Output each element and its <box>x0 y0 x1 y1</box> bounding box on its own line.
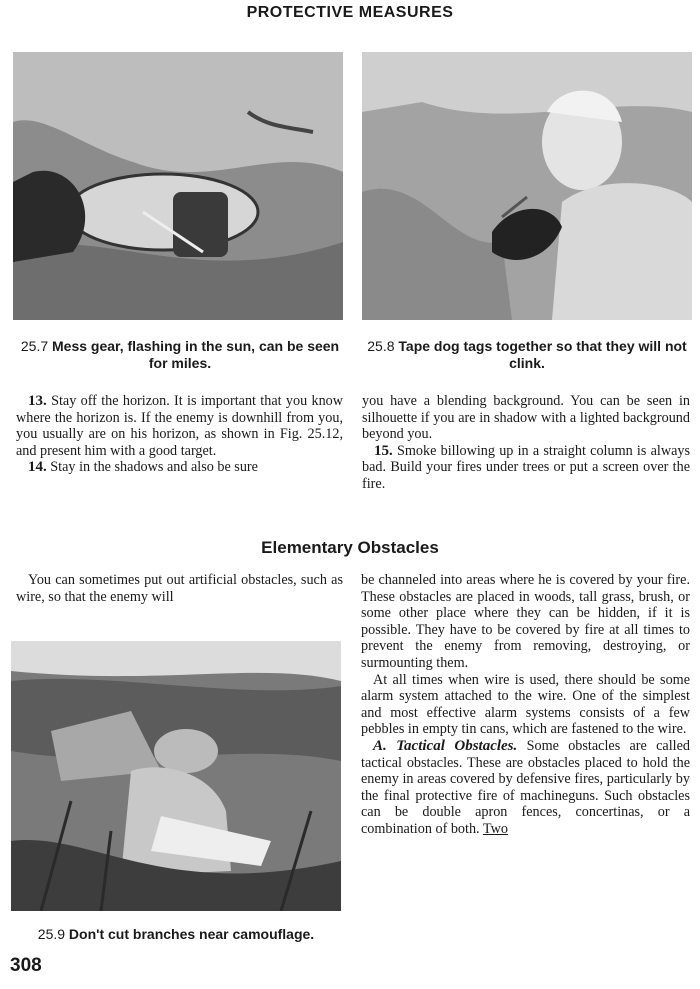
top-left-column <box>16 393 343 476</box>
paragraph-15 <box>362 443 690 493</box>
page-number: 308 <box>10 955 42 976</box>
running-head: PROTECTIVE MEASURES <box>246 4 454 21</box>
figure-caption-text: Tape dog tags together so that they will not clink. <box>398 338 687 371</box>
figure-25-7-caption <box>16 338 344 372</box>
bottom-left-intro <box>16 572 343 605</box>
paragraph-text: Smoke billowing up in a straight column is always bad. Build your fires under trees or put a screen over the fire. <box>362 442 690 492</box>
paragraph-alarm <box>361 672 690 738</box>
paragraph-number: 14. <box>28 459 47 476</box>
paragraph-intro <box>16 572 343 605</box>
paragraph-intro-continued: be channeled into areas where he is covered by your fire. These obstacles are placed in woods, tall grass, brush, or some other place where they can be hidden, if it is possible. They have to be covered by fire at all times to prevent the enemy from removing, destroying, or surmounting them. <box>361 572 690 671</box>
paragraph-number: 15. <box>374 442 393 459</box>
paragraph-14-continued: you have a blending background. You can be seen in silhouette if you are in shadow with a lighted background beyond you. <box>362 393 690 443</box>
paragraph-text: You can sometimes put out artificial obstacles, such as wire, so that the enemy will <box>16 572 343 605</box>
paragraph-14 <box>16 459 343 476</box>
paragraph-13 <box>16 393 343 459</box>
section-title: Elementary Obstacles <box>261 538 439 557</box>
figure-25-7-photo <box>13 52 343 320</box>
paragraph-tactical <box>361 738 690 838</box>
figure-number: 25.7 <box>20 338 49 354</box>
last-word: Two <box>482 820 508 837</box>
paragraph-text: Some obstacles are called tactical obstacles. These are obstacles placed to hold the enemy in areas covered by defensive fires, particularly by the final protective fire of machineguns. Such obstacles can be double apron fences, concertinas, or a combination of both. <box>361 737 691 837</box>
subsection-label: A. Tactical Obstacles. <box>373 737 518 754</box>
paragraph-text: At all times when wire is used, there should be some alarm system attached to the wire. One of the simplest and most effective alarm systems consists of a few pebbles in empty tin cans, which are fastened to the wire. <box>361 671 690 738</box>
figure-25-9-caption <box>10 926 342 943</box>
paragraph-text: Stay in the shadows and also be sure <box>50 459 258 476</box>
bottom-right-column <box>361 572 690 838</box>
figure-number: 25.9 <box>37 926 66 942</box>
paragraph-number: 13. <box>28 393 47 409</box>
paragraph-text: Stay off the horizon. It is important that you know where the horizon is. If the enemy is downhill from you, you usually are on his horizon, as shown in Fig. 25.12, and present him with a good target. <box>16 393 344 459</box>
top-right-column <box>362 393 690 493</box>
figure-25-8-caption <box>364 338 690 372</box>
figure-number: 25.8 <box>367 338 395 354</box>
figure-caption-text: Mess gear, flashing in the sun, can be seen for miles. <box>52 338 340 371</box>
figure-caption-text: Don't cut branches near camouflage. <box>68 926 315 942</box>
figure-25-9-photo <box>11 641 341 911</box>
figure-25-8-photo <box>362 52 692 320</box>
